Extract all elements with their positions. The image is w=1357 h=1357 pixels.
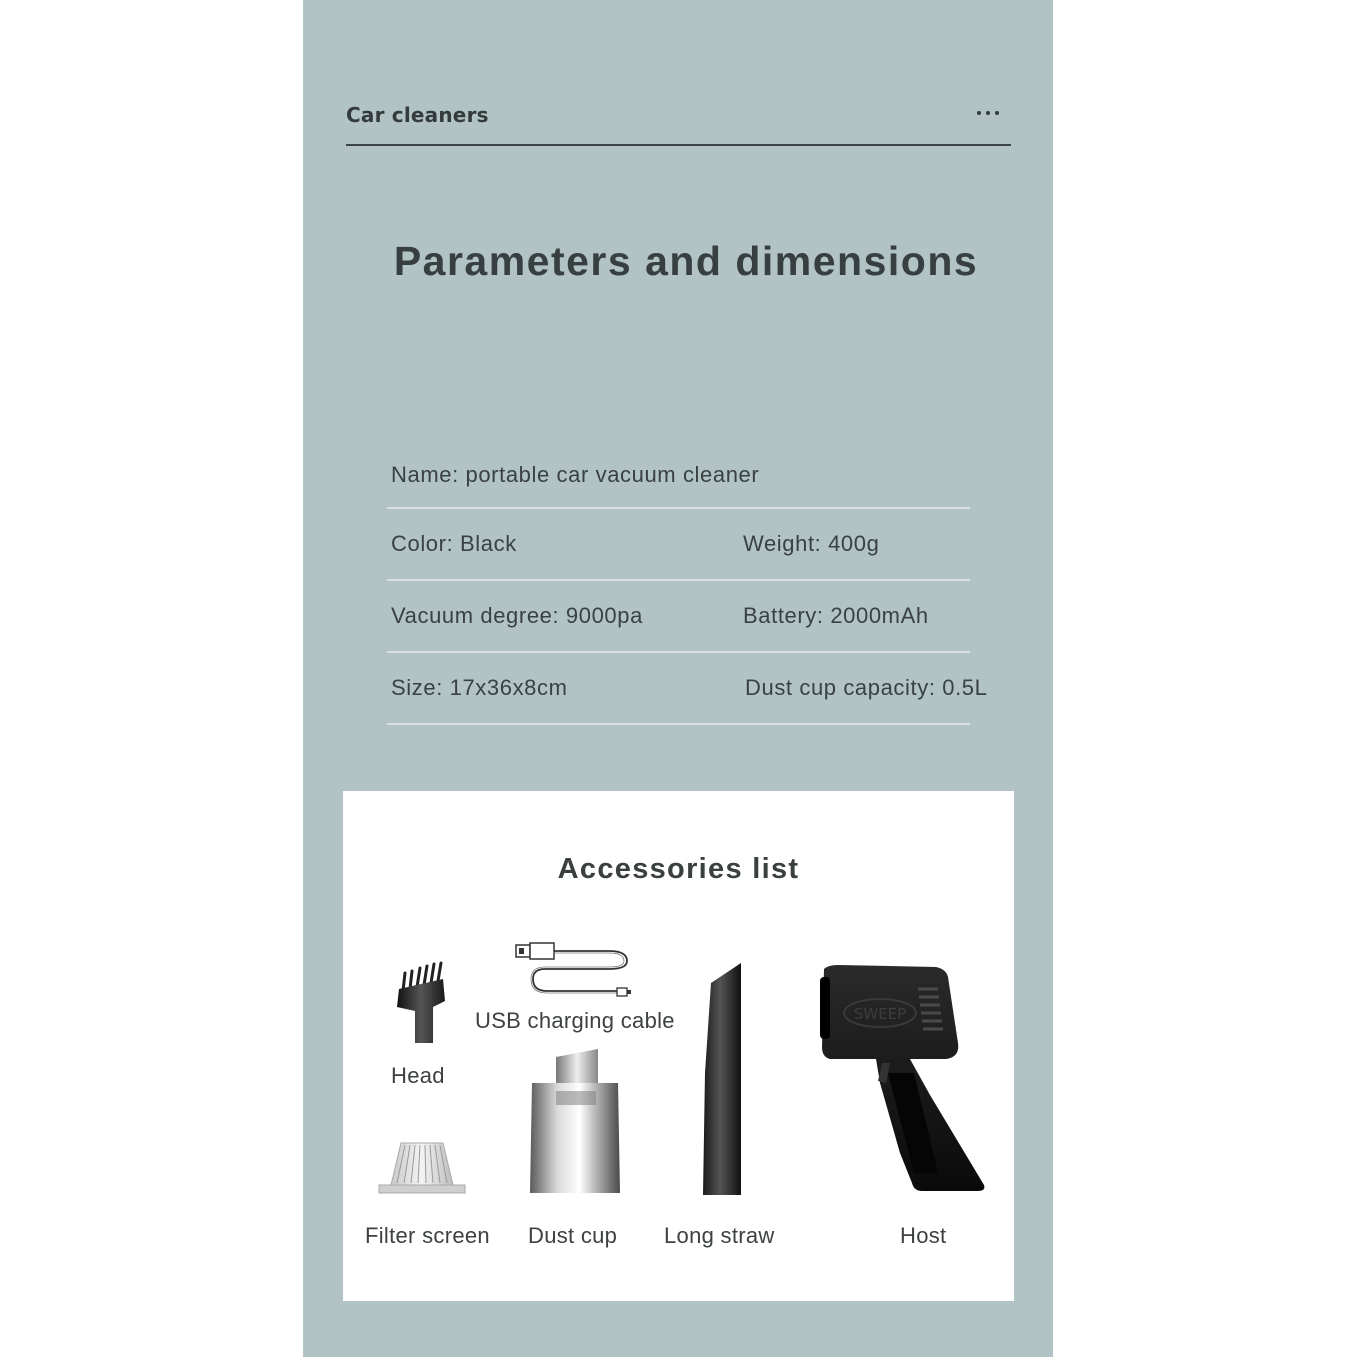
spec-row: [387, 581, 970, 653]
spec-weight: Weight: 400g: [743, 531, 880, 556]
category-title: Car cleaners: [346, 103, 489, 127]
label-host: Host: [900, 1223, 947, 1248]
spec-size: Size: 17x36x8cm: [391, 675, 568, 700]
label-filter-screen: Filter screen: [365, 1223, 490, 1248]
product-panel: [303, 0, 1053, 1357]
label-usb-cable: USB charging cable: [475, 1008, 675, 1033]
spec-vacuum: Vacuum degree: 9000pa: [391, 603, 643, 628]
spec-battery: Battery: 2000mAh: [743, 603, 929, 628]
spec-table: [387, 440, 988, 725]
spec-name: Name: portable car vacuum cleaner: [391, 462, 760, 487]
section-title: Parameters and dimensions: [393, 238, 979, 284]
accessories-card: [343, 791, 1014, 1301]
host-logo-text: SWEEP: [853, 1005, 907, 1023]
spec-row: [387, 440, 970, 509]
header-divider: [346, 144, 1011, 146]
long-straw-icon: [699, 961, 745, 1197]
brush-head-icon: [393, 961, 453, 1046]
usb-cable-icon: [513, 939, 633, 1001]
spec-row: [387, 509, 970, 581]
spec-row: [387, 653, 988, 725]
dust-cup-icon: [526, 1049, 624, 1197]
vacuum-host-icon: [818, 963, 986, 1195]
label-dust-cup: Dust cup: [528, 1223, 618, 1248]
spec-color: Color: Black: [391, 531, 517, 556]
label-head: Head: [391, 1063, 445, 1088]
spec-dust-capacity: Dust cup capacity: 0.5L: [745, 675, 988, 700]
more-dots-icon: [977, 111, 999, 115]
filter-screen-icon: [377, 1141, 467, 1197]
accessories-title: Accessories list: [557, 853, 800, 885]
label-long-straw: Long straw: [664, 1223, 775, 1248]
